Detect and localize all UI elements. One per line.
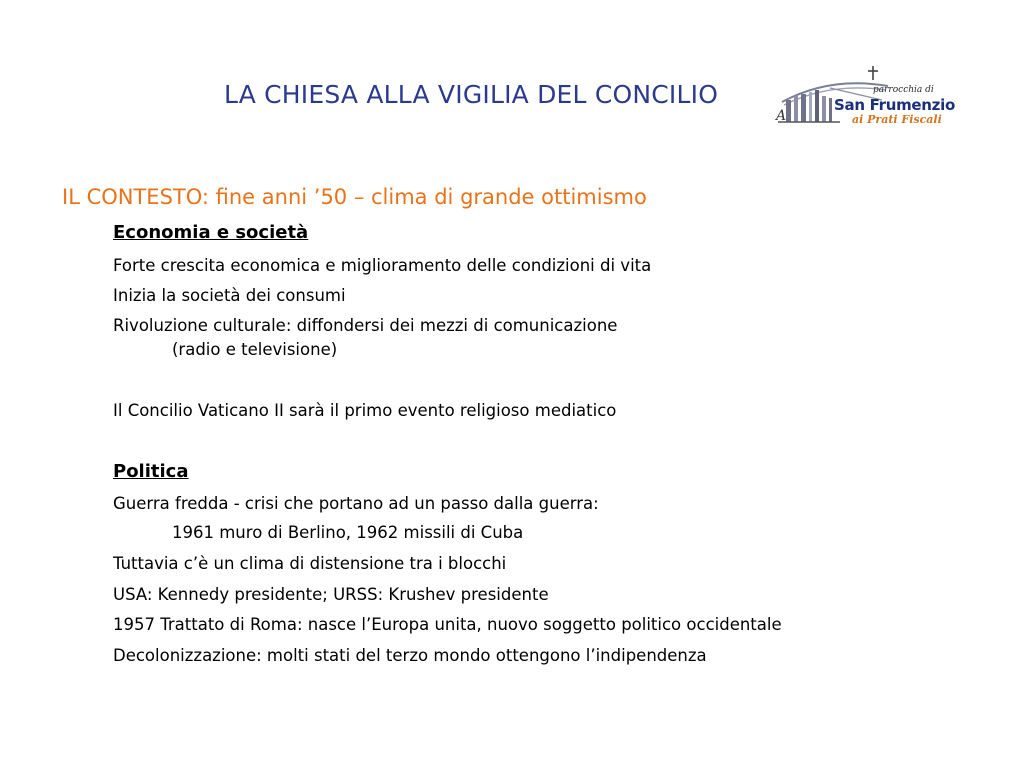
section-economy-title: Economia e società [113, 222, 309, 243]
politics-line-5: 1957 Trattato di Roma: nasce l’Europa unita, nuovo soggetto politico occidentale [113, 615, 782, 634]
economy-line-5: Il Concilio Vaticano II sarà il primo evento religioso mediatico [113, 401, 617, 420]
economy-line-4: (radio e televisione) [172, 340, 338, 359]
logo-sub-text: ai Prati Fiscali [852, 113, 942, 126]
logo-main-text: San Frumenzio [834, 96, 955, 114]
economy-line-1: Forte crescita economica e miglioramento delle condizioni di vita [113, 256, 652, 275]
politics-line-2: 1961 muro di Berlino, 1962 missili di Cuba [172, 523, 524, 542]
economy-line-3: Rivoluzione culturale: diffondersi dei mezzi di comunicazione [113, 316, 618, 335]
context-heading: IL CONTESTO: fine anni ’50 – clima di grande ottimismo [62, 185, 647, 209]
politics-line-4: USA: Kennedy presidente; URSS: Krushev presidente [113, 585, 549, 604]
svg-text:A: A [776, 108, 787, 124]
logo-small-text: parrocchia di [873, 85, 934, 95]
politics-line-6: Decolonizzazione: molti stati del terzo mondo ottengono l’indipendenza [113, 646, 707, 665]
politics-line-3: Tuttavia c’è un clima di distensione tra i blocchi [113, 554, 507, 573]
slide-title: LA CHIESA ALLA VIGILIA DEL CONCILIO [224, 80, 719, 109]
economy-line-2: Inizia la società dei consumi [113, 286, 346, 305]
politics-line-1: Guerra fredda - crisi che portano ad un passo dalla guerra: [113, 494, 599, 513]
section-politics-title: Politica [113, 461, 189, 482]
